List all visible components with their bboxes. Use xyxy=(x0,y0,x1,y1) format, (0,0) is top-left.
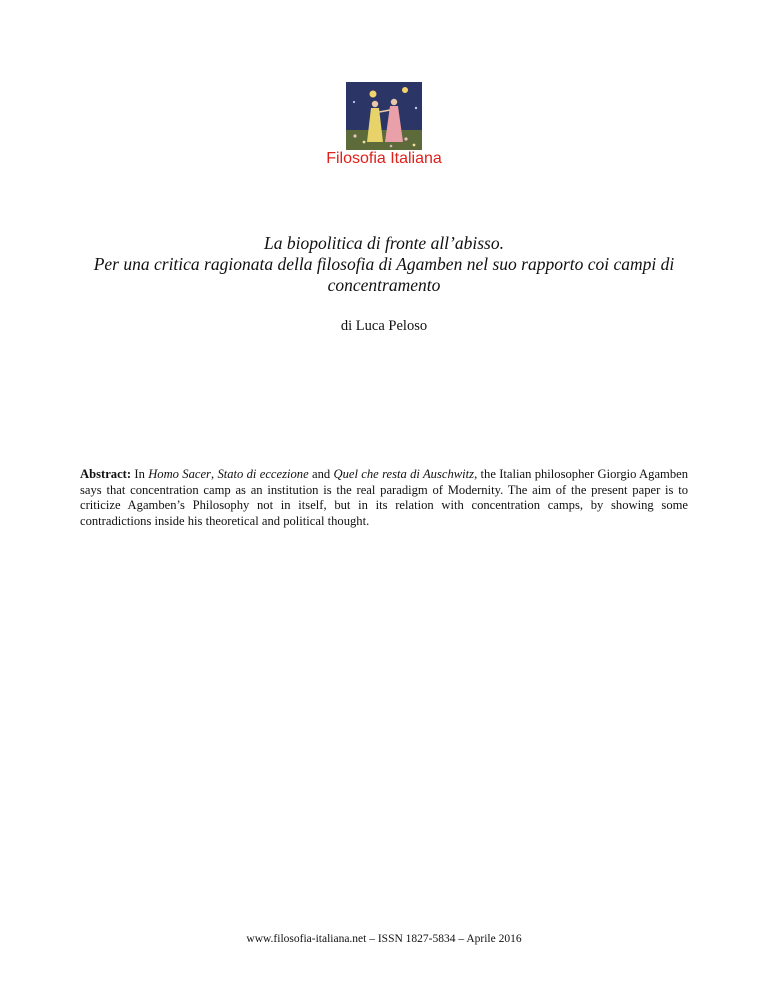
abstract xyxy=(80,467,688,529)
abstract-text: In xyxy=(131,467,149,481)
abstract-text: , the Italian philosopher Giorgio Agamben says that concentration camp as an institution is the real paradigm of Modernity. The aim of the present paper is to criticize Agamben’s Philosophy not in itself, but in its relation with concentration camps, by showing some contradictions inside his theoretical and political thought. xyxy=(80,467,689,528)
abstract-text: , xyxy=(210,467,218,481)
title-line-1: La biopolitica di fronte all’abisso. xyxy=(264,233,504,253)
page-footer: www.filosofia-italiana.net – ISSN 1827-5834 – Aprile 2016 xyxy=(246,933,522,945)
author-line: di Luca Peloso xyxy=(340,318,428,334)
journal-name: Filosofia Italiana xyxy=(326,150,442,167)
book-title: Stato di eccezione xyxy=(217,467,309,481)
abstract-label: Abstract: xyxy=(80,467,132,481)
book-title: Quel che resta di Auschwitz xyxy=(333,467,475,481)
abstract-text: and xyxy=(308,467,334,481)
paper-title xyxy=(60,233,708,296)
title-line-2: Per una critica ragionata della filosofia di Agamben nel suo rapporto coi campi di xyxy=(93,254,675,274)
two-figures-painting-icon xyxy=(346,82,422,150)
book-title: Homo Sacer xyxy=(148,467,211,481)
journal-logo xyxy=(346,82,422,150)
title-line-3: concentramento xyxy=(327,275,441,295)
